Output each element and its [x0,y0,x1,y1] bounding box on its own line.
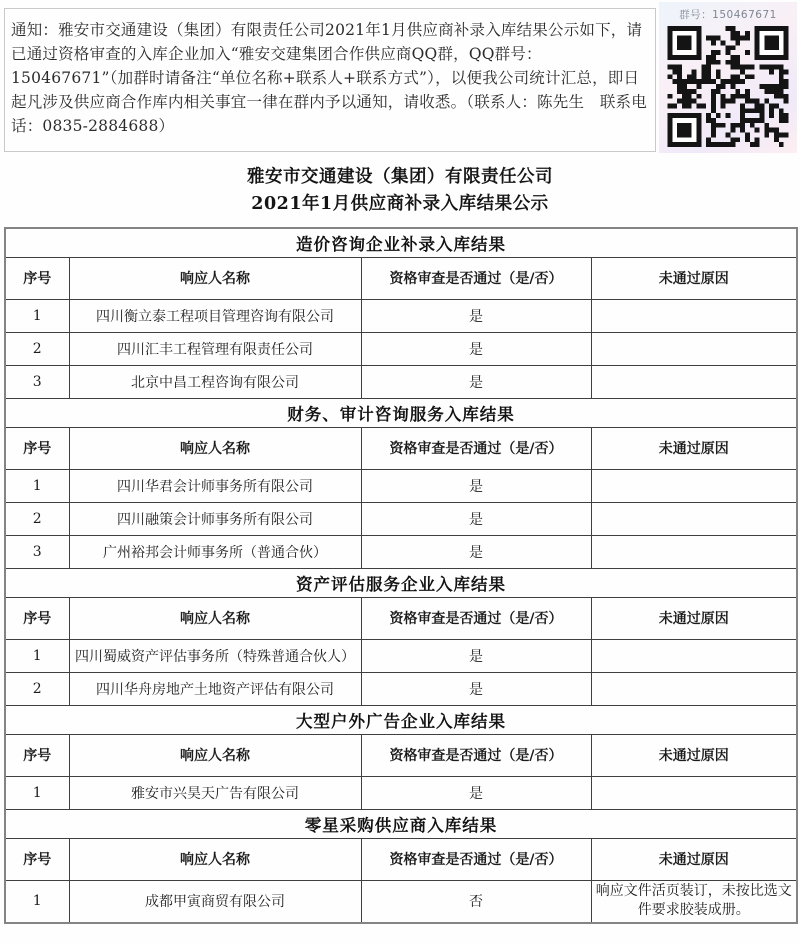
qualification-result: 是 [361,365,591,398]
column-header: 未通过原因 [591,838,797,880]
fail-reason [591,672,797,705]
row-index: 2 [5,332,69,365]
row-index: 1 [5,299,69,332]
row-index: 1 [5,469,69,502]
section-title: 零星采购供应商入库结果 [5,809,797,838]
table-row [5,299,797,332]
supplier-name: 雅安市兴昊天广告有限公司 [69,776,361,809]
table-row [5,639,797,672]
qq-group-qr-code [665,26,791,147]
supplier-name: 四川华君会计师事务所有限公司 [69,469,361,502]
qq-group-number-label: 群号：150467671 [679,9,777,21]
qualification-result: 是 [361,299,591,332]
column-header: 资格审查是否通过（是/否） [361,257,591,299]
column-header-row [5,257,797,299]
row-index: 1 [5,776,69,809]
row-index: 1 [5,880,69,923]
section-title-row [5,705,797,734]
column-header: 未通过原因 [591,427,797,469]
qualification-result: 是 [361,672,591,705]
qualification-result: 是 [361,535,591,568]
column-header: 响应人名称 [69,597,361,639]
row-index: 2 [5,502,69,535]
row-index: 3 [5,365,69,398]
table-row [5,880,797,923]
supplier-name: 四川融策会计师事务所有限公司 [69,502,361,535]
column-header: 未通过原因 [591,734,797,776]
column-header: 序号 [5,838,69,880]
row-index: 1 [5,639,69,672]
table-row [5,332,797,365]
qualification-result: 否 [361,880,591,923]
supplier-name: 四川华舟房地产土地资产评估有限公司 [69,672,361,705]
supplier-name: 四川蜀威资产评估事务所（特殊普通合伙人） [69,639,361,672]
fail-reason [591,332,797,365]
section-title: 造价咨询企业补录入库结果 [5,228,797,257]
table-row [5,776,797,809]
table-row [5,672,797,705]
supplier-name: 四川衡立泰工程项目管理咨询有限公司 [69,299,361,332]
section-title-row [5,568,797,597]
qualification-result: 是 [361,469,591,502]
column-header: 资格审查是否通过（是/否） [361,597,591,639]
column-header: 响应人名称 [69,838,361,880]
column-header: 序号 [5,257,69,299]
section-title-row [5,228,797,257]
fail-reason: 响应文件活页装订，未按比选文件要求胶装成册。 [591,880,797,923]
notice-box [4,8,656,152]
column-header: 资格审查是否通过（是/否） [361,838,591,880]
column-header: 序号 [5,427,69,469]
column-header-row [5,734,797,776]
fail-reason [591,469,797,502]
results-table-body [5,228,797,923]
row-index: 3 [5,535,69,568]
column-header-row [5,597,797,639]
page-title [0,164,800,218]
column-header: 未通过原因 [591,597,797,639]
table-row [5,502,797,535]
column-header: 响应人名称 [69,734,361,776]
column-header: 资格审查是否通过（是/否） [361,427,591,469]
section-title: 大型户外广告企业入库结果 [5,705,797,734]
column-header: 未通过原因 [591,257,797,299]
supplier-name: 成都甲寅商贸有限公司 [69,880,361,923]
fail-reason [591,535,797,568]
column-header: 序号 [5,597,69,639]
section-title-row [5,398,797,427]
column-header: 序号 [5,734,69,776]
qualification-result: 是 [361,639,591,672]
column-header: 响应人名称 [69,427,361,469]
column-header: 资格审查是否通过（是/否） [361,734,591,776]
supplier-name: 北京中昌工程咨询有限公司 [69,365,361,398]
table-row [5,365,797,398]
page-title-line1: 雅安市交通建设（集团）有限责任公司 [247,167,553,187]
supplier-name: 广州裕邦会计师事务所（普通合伙） [69,535,361,568]
qualification-result: 是 [361,332,591,365]
page-title-line2: 2021年1月供应商补录入库结果公示 [251,194,549,214]
column-header-row [5,838,797,880]
table-row [5,469,797,502]
fail-reason [591,776,797,809]
fail-reason [591,639,797,672]
row-index: 2 [5,672,69,705]
section-title: 资产评估服务企业入库结果 [5,568,797,597]
section-title-row [5,809,797,838]
column-header: 响应人名称 [69,257,361,299]
qq-group-qr-card [659,2,797,153]
qualification-result: 是 [361,776,591,809]
table-row [5,535,797,568]
fail-reason [591,502,797,535]
results-table [4,227,798,924]
fail-reason [591,299,797,332]
notice-text: 通知：雅安市交通建设（集团）有限责任公司2021年1月供应商补录入库结果公示如下，请已通过资格审查的入库企业加入“雅安交建集团合作供应商QQ群，QQ群号：150467671”（加群时请备注“单位名称+联系人+联系方式”），以便我公司统计汇总，即日起凡涉及供应商合作库内相关事宜一律在群内予以通知，请收悉。（联系人：陈先生 联系电话：0835-2884688） [11,21,647,135]
qualification-result: 是 [361,502,591,535]
fail-reason [591,365,797,398]
supplier-name: 四川汇丰工程管理有限责任公司 [69,332,361,365]
section-title: 财务、审计咨询服务入库结果 [5,398,797,427]
column-header-row [5,427,797,469]
